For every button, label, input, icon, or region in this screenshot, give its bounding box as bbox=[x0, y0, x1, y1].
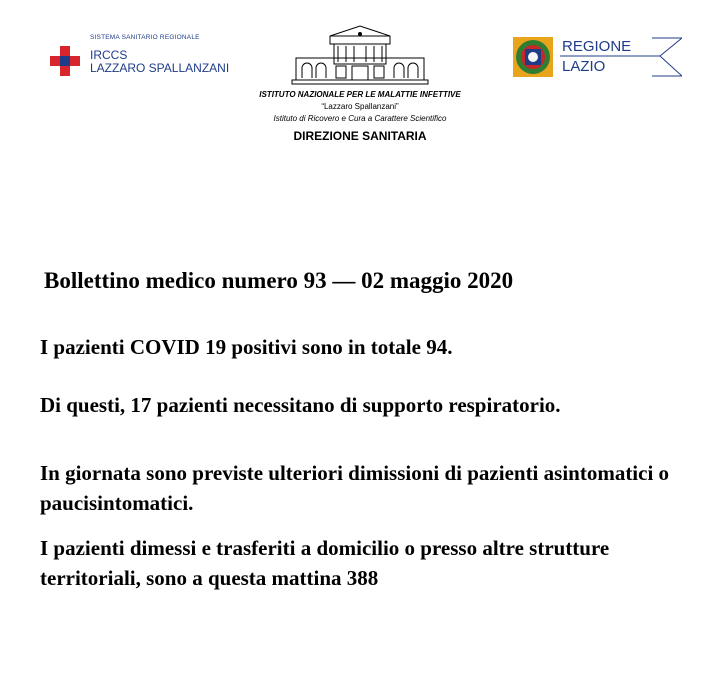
spallanzani-logo bbox=[50, 34, 240, 84]
bulletin-paragraph: Di questi, 17 pazienti necessitano di supporto respiratorio. bbox=[40, 393, 561, 417]
regione-label: REGIONE bbox=[562, 38, 632, 55]
regione-lazio-logo bbox=[512, 36, 682, 84]
logo-line-spallanzani: LAZZARO SPALLANZANI bbox=[90, 61, 230, 75]
institute-subtitle: “Lazzaro Spallanzani” bbox=[321, 102, 399, 111]
logo-line-irccs: IRCCS bbox=[90, 48, 128, 62]
bulletin-paragraph: In giornata sono previste ulteriori dimissioni di pazienti asintomatici o paucisintomatici. bbox=[40, 461, 670, 515]
institute-description: Istituto di Ricovero e Cura a Carattere Scientifico bbox=[273, 114, 447, 123]
bulletin-paragraph: I pazienti COVID 19 positivi sono in totale 94. bbox=[40, 335, 453, 359]
building-icon bbox=[290, 22, 430, 86]
lazio-label: LAZIO bbox=[562, 58, 606, 75]
red-cross-icon bbox=[50, 46, 80, 76]
institute-name: ISTITUTO NAZIONALE PER LE MALATTIE INFETTIVE bbox=[259, 90, 461, 99]
institute-logo bbox=[250, 22, 470, 152]
bulletin-title: Bollettino medico numero 93 — 02 maggio 2020 bbox=[44, 268, 514, 293]
bulletin-paragraph: I pazienti dimessi e trasferiti a domicilio o presso altre strutture territoriali, sono a questa mattina 388 bbox=[40, 536, 610, 590]
letterhead bbox=[0, 0, 720, 160]
system-label: SISTEMA SANITARIO REGIONALE bbox=[90, 34, 200, 41]
department-name: DIREZIONE SANITARIA bbox=[293, 129, 427, 143]
regional-emblem-icon bbox=[512, 36, 554, 78]
